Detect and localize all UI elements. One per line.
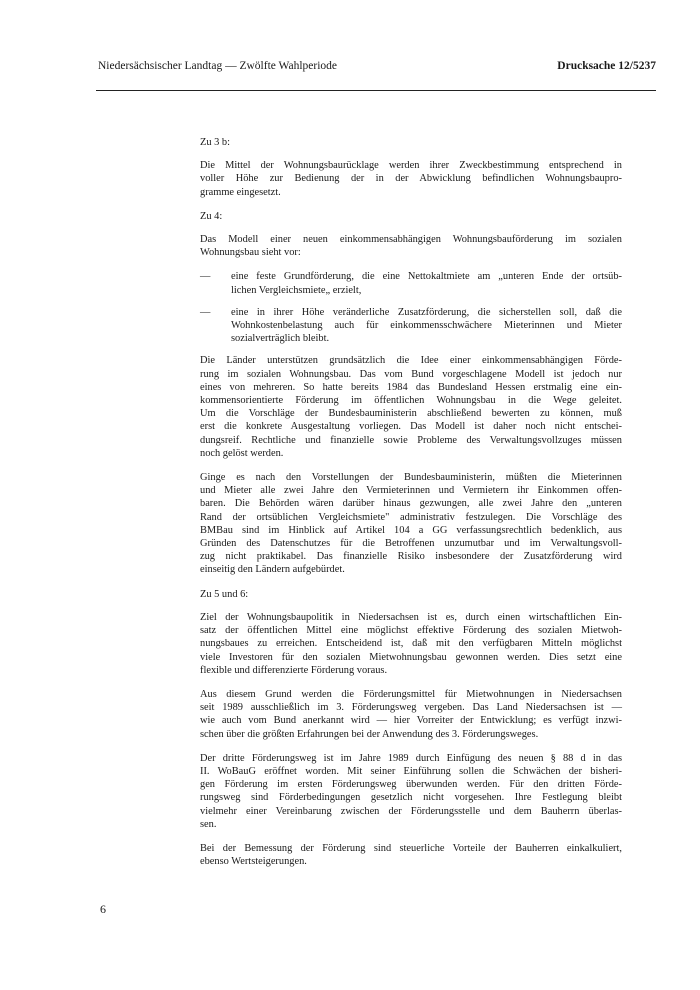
text-line: Ziel der Wohnungsbaupolitik in Niedersachsen ist es, durch einen wirtschaftlichen Ein- bbox=[200, 611, 622, 623]
paragraph bbox=[200, 752, 622, 831]
text-line: II. WoBauG eröffnet worden. Mit seiner Einführung sollen die Schwächen der bisheri- bbox=[200, 765, 622, 777]
text-line: Rand der ortsüblichen Vergleichsmiete" administrativ festzulegen. Die Vorschläge des bbox=[200, 511, 622, 523]
page-number: 6 bbox=[100, 902, 106, 916]
list-item bbox=[200, 306, 622, 346]
text-line: eine feste Grundförderung, die eine Nettokaltmiete am „unteren Ende der ortsüb- bbox=[231, 271, 622, 283]
text-line: schen über die größten Erfahrungen bei der Anwendung des 3. Förderungsweges. bbox=[200, 728, 539, 740]
text-line: baren. Die Behörden wären darüber hinaus gezwungen, alle zwei Jahre den „unteren bbox=[200, 498, 622, 510]
text-line: noch gelöst werden. bbox=[200, 447, 284, 459]
document-body bbox=[200, 136, 622, 879]
section-heading: Zu 3 b: bbox=[200, 137, 231, 148]
text-line: Wohnkostenbelastung auch für einkommensschwächere Mieterinnen und Mieter bbox=[231, 320, 622, 332]
dash-bullet: — bbox=[200, 271, 211, 283]
paragraph bbox=[200, 354, 622, 460]
text-line: Um die Vorschläge der Bundesbauministerin abschließend bewerten zu können, muß bbox=[200, 408, 622, 420]
text-line: Ginge es nach den Vorstellungen der Bundesbauministerin, müßten die Mieterinnen bbox=[200, 472, 622, 484]
text-line: gramme eingesetzt. bbox=[200, 186, 281, 198]
text-line: sozialverträglich bleibt. bbox=[231, 333, 330, 345]
text-line: rung im sozialen Wohnungsbau. Das vom Bund vorgeschlagene Modell ist jedoch nur bbox=[200, 368, 622, 380]
text-line: BMBau sind im Hinblick auf Artikel 104 a GG verfassungsrechtlich bedenklich, aus bbox=[200, 524, 622, 536]
header-title: Niedersächsischer Landtag — Zwölfte Wahlperiode bbox=[98, 60, 337, 72]
text-line: voller Höhe zur Bedienung der in der Abwicklung befindlichen Wohnungsbaupro- bbox=[200, 173, 622, 185]
text-line: nungsbaues zu erreichen. Entscheidend ist, daß mit den verfügbaren Mitteln möglichst bbox=[200, 638, 622, 650]
section-heading: Zu 4: bbox=[200, 210, 223, 222]
text-line: erst die konkrete Ausgestaltung vorliegen. Das Modell ist daher noch nicht entschei- bbox=[200, 421, 622, 433]
text-line: und Mieter alle zwei Jahre den Vermieterinnen und Vermietern ihr Einkommen offen- bbox=[200, 485, 622, 497]
text-line: dungsreif. Rechtliche und finanzielle sowie Probleme des Verwaltungsvollzuges müssen bbox=[200, 434, 622, 446]
header-rule bbox=[96, 90, 656, 91]
text-line: wie auch vom Bund anerkannt wird — hier Vorreiter der Entwicklung; es verfügt inzwi- bbox=[200, 715, 622, 727]
text-line: Aus diesem Grund werden die Förderungsmittel für Mietwohnungen in Niedersachsen bbox=[200, 688, 622, 700]
text-line: vielmehr einer Vereinbarung zwischen der Förderungsstelle und dem Bauherrn überlas- bbox=[200, 805, 622, 817]
text-line: Bei der Bemessung der Förderung sind steuerliche Vorteile der Bauherren einkalkuliert, bbox=[200, 842, 622, 854]
text-line: eine in ihrer Höhe veränderliche Zusatzförderung, die sicherstellen soll, daß die bbox=[231, 306, 622, 318]
text-line: gen Förderung im ersten Förderungsweg überwunden werden. Für den dritten Förde- bbox=[200, 779, 622, 791]
text-line: Wohnungsbau sieht vor: bbox=[200, 247, 301, 259]
paragraph bbox=[200, 233, 622, 259]
text-line: zug nicht praktikabel. Das finanzielle Risiko insbesondere der Zusatzförderung wird bbox=[200, 551, 622, 563]
text-line: rungsweg sind Förderbedingungen gesetzlich nicht vorgesehen. Ihre Festlegung bleibt bbox=[200, 792, 622, 804]
text-line: Die Mittel der Wohnungsbaurücklage werden ihrer Zweckbestimmung entsprechend in bbox=[200, 160, 622, 172]
text-line: kommensorientierte Förderung im öffentlichen Wohnungsbau in die Wege geleitet. bbox=[200, 395, 622, 407]
dash-bullet: — bbox=[200, 306, 211, 318]
paragraph bbox=[200, 471, 622, 577]
text-line: Das Modell einer neuen einkommensabhängigen Wohnungsbauförderung im sozialen bbox=[200, 234, 622, 246]
text-line: Gründen des Datenschutzes für die Betroffenen unzumutbar und im Verwaltungsvoll- bbox=[200, 538, 622, 550]
list-item bbox=[200, 270, 622, 296]
text-line: satz der öffentlichen Mittel eine möglichst effektive Förderung des sozialen Mietwoh- bbox=[200, 625, 622, 637]
paragraph bbox=[200, 159, 622, 199]
text-line: eines von mehreren. So hatte bereits 1984 das Bundesland Hessen erstmalig eine ein- bbox=[200, 381, 622, 393]
text-line: flexible und differenzierte Förderung voraus. bbox=[200, 664, 388, 676]
text-line: ebenso Wertsteigerungen. bbox=[200, 856, 307, 868]
text-line: sen. bbox=[200, 818, 217, 830]
document-number: Drucksache 12/5237 bbox=[557, 60, 656, 72]
section-heading: Zu 5 und 6: bbox=[200, 588, 249, 600]
text-line: viele Investoren für den sozialen Mietwohnungsbau gewonnen werden. Dies setzt eine bbox=[200, 651, 622, 663]
text-line: Die Länder unterstützen grundsätzlich die Idee einer einkommensabhängigen Förde- bbox=[200, 355, 622, 367]
text-line: seit 1989 ausschließlich im 3. Förderungsweg vergeben. Das Land Niedersachsen ist — bbox=[200, 702, 622, 714]
paragraph bbox=[200, 611, 622, 677]
text-line: Der dritte Förderungsweg ist im Jahre 1989 durch Einfügung des neuen § 88 d in das bbox=[200, 752, 622, 764]
paragraph bbox=[200, 688, 622, 741]
text-line: einseitig den Ländern aufgebürdet. bbox=[200, 564, 345, 576]
text-line: lichen Vergleichsmiete„ erzielt, bbox=[231, 284, 362, 296]
paragraph bbox=[200, 842, 622, 868]
page-header bbox=[98, 60, 656, 84]
